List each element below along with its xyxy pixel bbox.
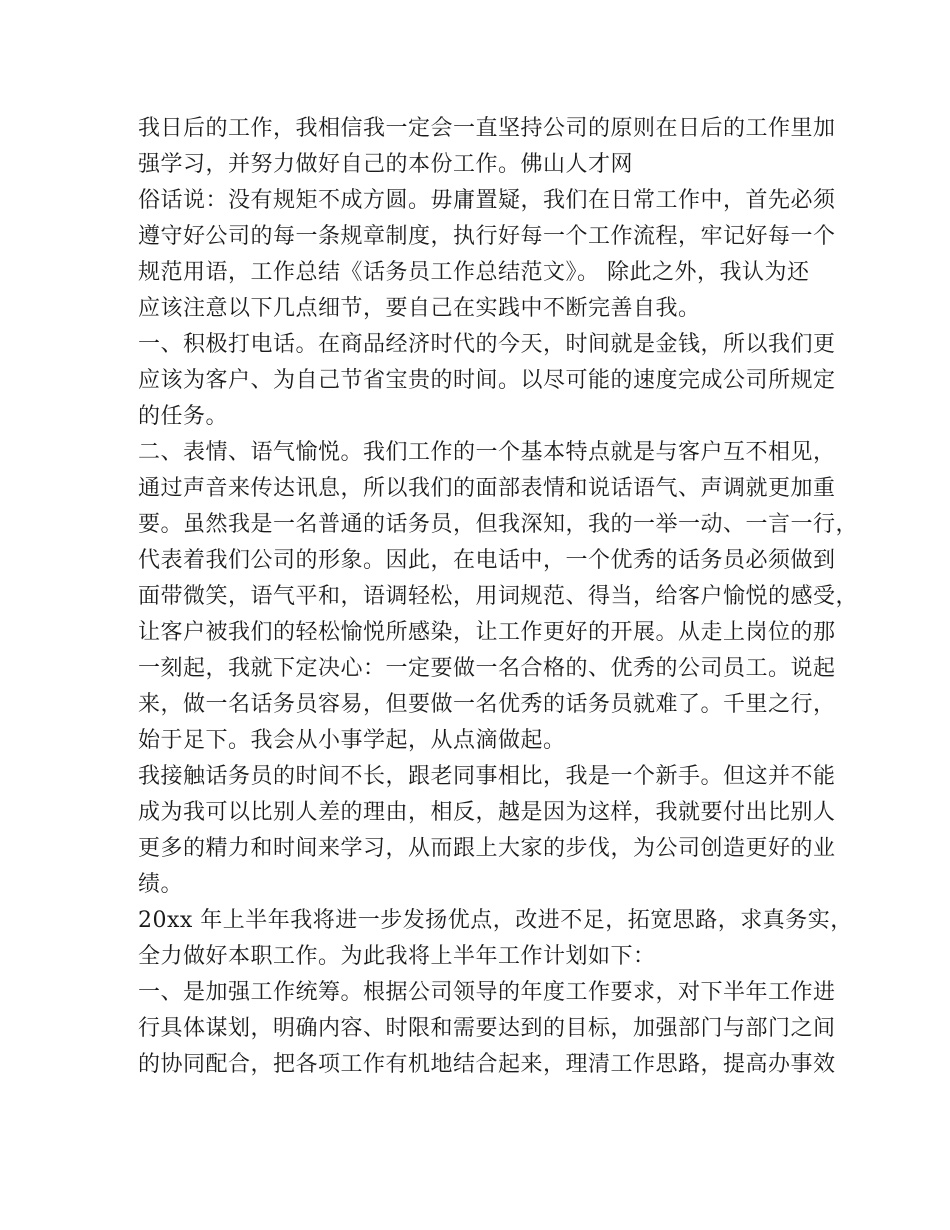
text-line: 一、积极打电话。在商品经济时代的今天，时间就是金钱，所以我们更 (138, 332, 836, 357)
text-line: 一刻起，我就下定决心：一定要做一名合格的、优秀的公司员工。说起 (138, 656, 836, 681)
text-line: 的任务。 (138, 404, 229, 429)
text-line: 全力做好本职工作。为此我将上半年工作计划如下： (138, 944, 656, 969)
text-line: 始于足下。我会从小事学起，从点滴做起。 (138, 728, 566, 753)
text-line: 更多的精力和时间来学习，从而跟上大家的步伐，为公司创造更好的业 (138, 836, 836, 861)
text-line: 让客户被我们的轻松愉悦所感染，让工作更好的开展。从走上岗位的那 (138, 620, 836, 645)
text-line: 遵守好公司的每一条规章制度，执行好每一个工作流程，牢记好每一个 (138, 224, 836, 249)
text-line: 一、是加强工作统筹。根据公司领导的年度工作要求，对下半年工作进 (138, 980, 836, 1005)
text-line: 面带微笑，语气平和，语调轻松，用词规范、得当，给客户愉悦的感受， (138, 584, 859, 609)
text-line: 应该为客户、为自己节省宝贵的时间。以尽可能的速度完成公司所规定 (138, 368, 836, 393)
text-line: 俗话说：没有规矩不成方圆。毋庸置疑，我们在日常工作中，首先必须 (138, 188, 836, 213)
text-line: 应该注意以下几点细节，要自己在实践中不断完善自我。 (138, 296, 701, 321)
document-body (138, 111, 859, 1083)
text-line: 代表着我们公司的形象。因此，在电话中，一个优秀的话务员必须做到 (138, 548, 836, 573)
text-line: 我接触话务员的时间不长，跟老同事相比，我是一个新手。但这并不能 (138, 764, 836, 789)
text-line: 要。虽然我是一名普通的话务员，但我深知，我的一举一动、一言一行， (138, 512, 859, 537)
text-line: 的协同配合，把各项工作有机地结合起来，理清工作思路，提高办事效 (138, 1052, 836, 1077)
text-line: 行具体谋划，明确内容、时限和需要达到的目标，加强部门与部门之间 (138, 1016, 836, 1041)
text-line: 来，做一名话务员容易，但要做一名优秀的话务员就难了。千里之行， (138, 692, 836, 717)
text-line: 强学习，并努力做好自己的本份工作。佛山人才网 (138, 152, 634, 177)
text-line: 规范用语，工作总结《话务员工作总结范文》。 除此之外，我认为还 (138, 260, 810, 285)
text-line: 20xx 年上半年我将进一步发扬优点，改进不足，拓宽思路，求真务实， (138, 908, 853, 933)
text-line: 成为我可以比别人差的理由，相反，越是因为这样，我就要付出比别人 (138, 800, 836, 825)
text-line: 二、表情、语气愉悦。我们工作的一个基本特点就是与客户互不相见， (138, 440, 836, 465)
text-line: 我日后的工作，我相信我一定会一直坚持公司的原则在日后的工作里加 (138, 116, 836, 141)
text-line: 通过声音来传达讯息，所以我们的面部表情和说话语气、声调就更加重 (138, 476, 836, 501)
text-line: 绩。 (138, 872, 184, 897)
